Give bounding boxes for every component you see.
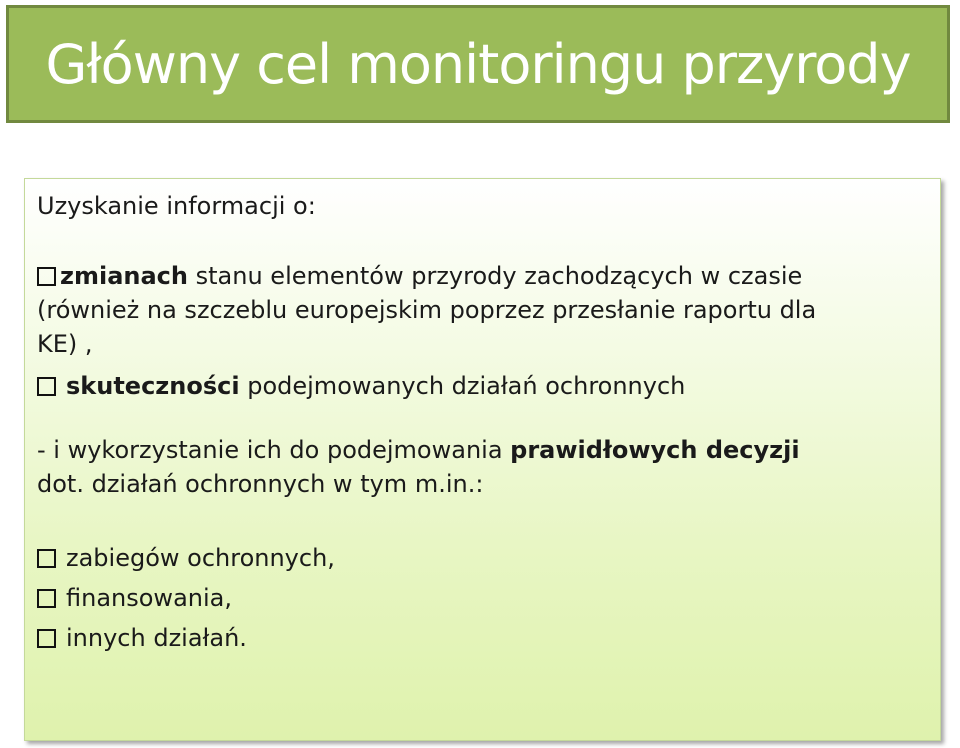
- checkbox-bullet-icon: [37, 589, 56, 608]
- list-item-text: innych działań.: [66, 624, 247, 652]
- list-item: [37, 621, 928, 655]
- list-item-bold: skuteczności: [66, 372, 240, 400]
- paragraph-bold: prawidłowych decyzji: [510, 436, 800, 464]
- list-item-bold: zmianach: [60, 262, 188, 290]
- list-item-text: [66, 369, 685, 403]
- list-item: [37, 369, 928, 403]
- title-banner: [6, 5, 950, 123]
- checkbox-bullet-icon: [37, 629, 56, 648]
- list-item-rest: stanu elementów przyrody zachodzących w czasie: [188, 262, 803, 290]
- paragraph-prefix: - i wykorzystanie ich do podejmowania: [37, 436, 511, 464]
- list-item-rest: podejmowanych działań ochronnych: [239, 372, 686, 400]
- checkbox-bullet-icon: [37, 549, 56, 568]
- bullet-list-2: [37, 541, 928, 655]
- list-item: [37, 259, 928, 293]
- bullet-list-1: [37, 259, 928, 403]
- decision-paragraph: [37, 433, 928, 501]
- list-item-text: finansowania,: [66, 584, 232, 612]
- list-item-text: zabiegów ochronnych,: [66, 544, 335, 572]
- list-item-text: [60, 259, 802, 293]
- list-item-continuation: KE) ,: [37, 330, 93, 358]
- content-panel: [24, 178, 941, 741]
- slide-title: Główny cel monitoringu przyrody: [45, 32, 911, 96]
- paragraph-line: [37, 433, 928, 467]
- list-item-continuation: (również na szczeblu europejskim poprzez przesłanie raportu dla: [37, 296, 817, 324]
- intro-text: Uzyskanie informacji o:: [37, 192, 316, 220]
- checkbox-bullet-icon: [37, 377, 56, 396]
- paragraph-line: dot. działań ochronnych w tym m.in.:: [37, 470, 484, 498]
- list-item: [37, 541, 928, 575]
- checkbox-bullet-icon: [37, 267, 56, 286]
- list-item: [37, 581, 928, 615]
